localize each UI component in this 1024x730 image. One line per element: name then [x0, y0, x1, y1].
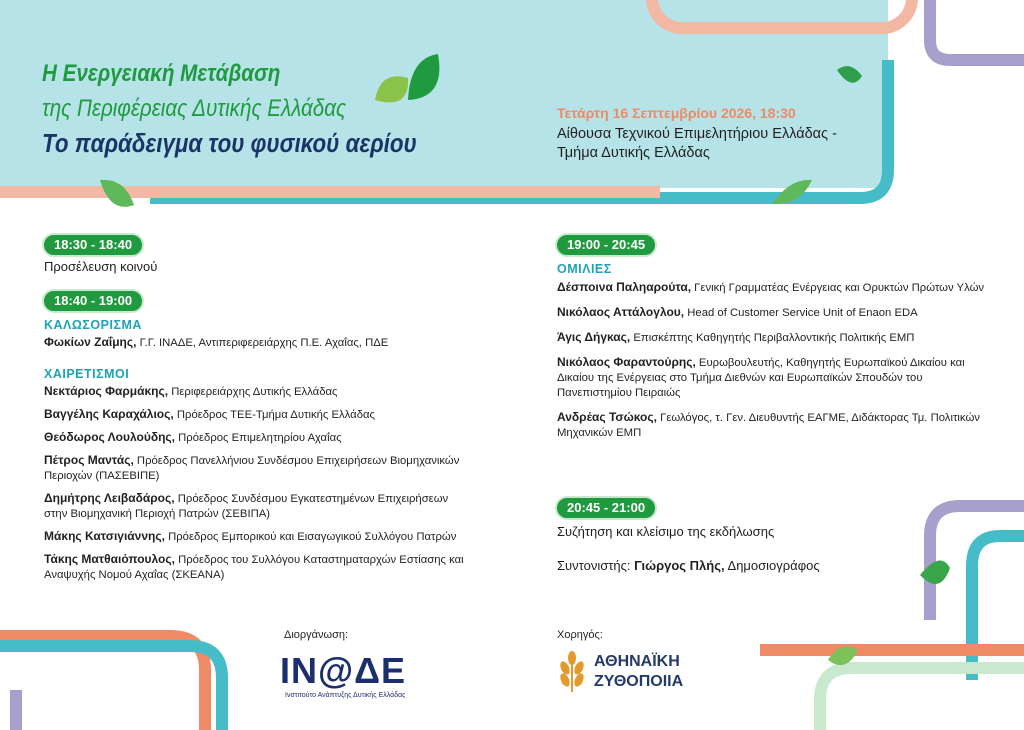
speaker-role: Πρόεδρος Εμπορικού και Εισαγωγικού Συλλόγου Πατρών: [164, 531, 457, 543]
speaker-name: Φωκίων Ζαΐμης,: [44, 335, 137, 349]
speaker-role: Γενική Γραμματέας Ενέργειας και Ορυκτών Πρώτων Υλών: [691, 282, 985, 294]
organizer-label: Διοργάνωση:: [284, 629, 349, 641]
speaker-role: Περιφερειάρχης Δυτικής Ελλάδας: [168, 386, 338, 398]
speaker-name: Δημήτρης Λειβαδάρος,: [44, 491, 175, 505]
time-badge-4: 20:45 - 21:00: [555, 496, 657, 520]
sponsor-label: Χορηγός:: [557, 629, 603, 641]
list-item: [557, 355, 987, 401]
speaker-name: Δέσποινα Παληαρούτα,: [557, 280, 692, 294]
arrival-text: Προσέλευση κοινού: [44, 259, 158, 274]
sponsor-line-2: ΖΥΘΟΠΟΙΙΑ: [594, 673, 684, 690]
speaker-role: Πρόεδρος Συνδέσμου Εγκατεστημένων Επιχειρήσεων στην Βιομηχανική Περιοχή Πατρών (ΣΕΒΙΠΑ): [44, 493, 449, 520]
speaker-name: Θεόδωρος Λουλούδης,: [44, 430, 175, 444]
time-badge-3: 19:00 - 20:45: [555, 233, 657, 257]
list-item: [44, 552, 464, 583]
list-item: [44, 430, 464, 446]
speaker-name: Πέτρος Μαντάς,: [44, 453, 134, 467]
speaker-name: Ανδρέας Τσώκος,: [557, 410, 657, 424]
speaker-name: Νικόλαος Αττάλογλου,: [557, 305, 685, 319]
wheat-icon: [557, 650, 587, 692]
speaker-name: Άγις Δήγκας,: [557, 330, 631, 344]
list-item: [557, 410, 987, 441]
time-badge-1: 18:30 - 18:40: [42, 233, 144, 257]
list-item: [557, 330, 987, 346]
moderator-label: Συντονιστής:: [557, 558, 635, 573]
welcome-speaker: [44, 335, 464, 351]
moderator-name: Γιώργος Πλής,: [634, 558, 725, 573]
event-date: Τετάρτη 16 Σεπτεμβρίου 2026, 18:30: [557, 105, 796, 121]
list-item: [44, 491, 464, 522]
moderator-role: Δημοσιογράφος: [724, 558, 820, 573]
speaker-role: Πρόεδρος του Συλλόγου Καταστηματαρχών Εστίασης και Αναψυχής Νομού Αχαΐας (ΣΚΕΑΝΑ): [44, 554, 464, 581]
title-line-1: Η Ενεργειακή Μετάβαση: [42, 60, 281, 87]
speaker-name: Τάκης Ματθαιόπουλος,: [44, 552, 175, 566]
title-line-2: της Περιφέρειας Δυτικής Ελλάδας: [42, 95, 347, 122]
speaker-role: Επισκέπτης Καθηγητής Περιβαλλοντικής Πολιτικής ΕΜΠ: [630, 332, 915, 344]
title-line-3: Το παράδειγμα του φυσικού αερίου: [42, 128, 417, 158]
talks-list: [557, 280, 987, 441]
organizer-subtitle: Ινστιτούτο Ανάπτυξης Δυτικής Ελλάδας: [285, 692, 406, 699]
greetings-heading: ΧΑΙΡΕΤΙΣΜΟΙ: [44, 367, 130, 381]
list-item: [557, 280, 987, 296]
greetings-list: [44, 384, 464, 583]
closing-text: Συζήτηση και κλείσιμο της εκδήλωσης: [557, 524, 775, 539]
moderator: [557, 558, 820, 573]
sponsor-line-1: ΑΘΗΝΑΪΚΗ: [594, 653, 680, 670]
sponsor-logo: [594, 652, 683, 692]
speaker-role: Γ.Γ. ΙΝΑΔΕ, Αντιπεριφερειάρχης Π.Ε. Αχαΐας, ΠΔΕ: [136, 337, 389, 349]
speaker-name: Βαγγέλης Καραχάλιος,: [44, 407, 174, 421]
list-item: [44, 384, 464, 400]
event-venue: Αίθουσα Τεχνικού Επιμελητήριου Ελλάδας - Τμήμα Δυτικής Ελλάδας: [557, 126, 837, 161]
list-item: [44, 453, 464, 484]
speaker-role: Πρόεδρος ΤΕΕ-Τμήμα Δυτικής Ελλάδας: [173, 409, 375, 421]
list-item: [44, 529, 464, 545]
speaker-role: Head of Customer Service Unit of Enaon EDA: [684, 307, 918, 319]
speaker-role: Πρόεδρος Πανελλήνιου Συνδέσμου Επιχειρήσεων Βιομηχανικών Περιοχών (ΠΑΣΕΒΙΠΕ): [44, 455, 460, 482]
list-item: [44, 407, 464, 423]
time-badge-2: 18:40 - 19:00: [42, 289, 144, 313]
speaker-name: Μάκης Κατσιγιάννης,: [44, 529, 165, 543]
organizer-logo: ΙΝ@ΔΕ: [280, 650, 406, 691]
speaker-role: Γεωλόγος, τ. Γεν. Διευθυντής ΕΑΓΜΕ, Διδάκτορας Τμ. Πολιτικών Μηχανικών ΕΜΠ: [557, 412, 980, 439]
list-item: [557, 305, 987, 321]
speaker-role: Ευρωβουλευτής, Καθηγητής Ευρωπαϊκού Δικαίου και Δικαίου της Ενέργειας στο Τμήμα Διεθνών και Ευρωπαϊκών Σπουδών του Πανεπιστημίου Πειραιώς: [557, 357, 965, 399]
speaker-name: Νικόλαος Φαραντούρης,: [557, 355, 696, 369]
welcome-heading: ΚΑΛΩΣΟΡΙΣΜΑ: [44, 318, 142, 332]
speaker-role: Πρόεδρος Επιμελητηρίου Αχαΐας: [175, 432, 342, 444]
talks-heading: ΟΜΙΛΙΕΣ: [557, 262, 612, 276]
speaker-name: Νεκτάριος Φαρμάκης,: [44, 384, 169, 398]
